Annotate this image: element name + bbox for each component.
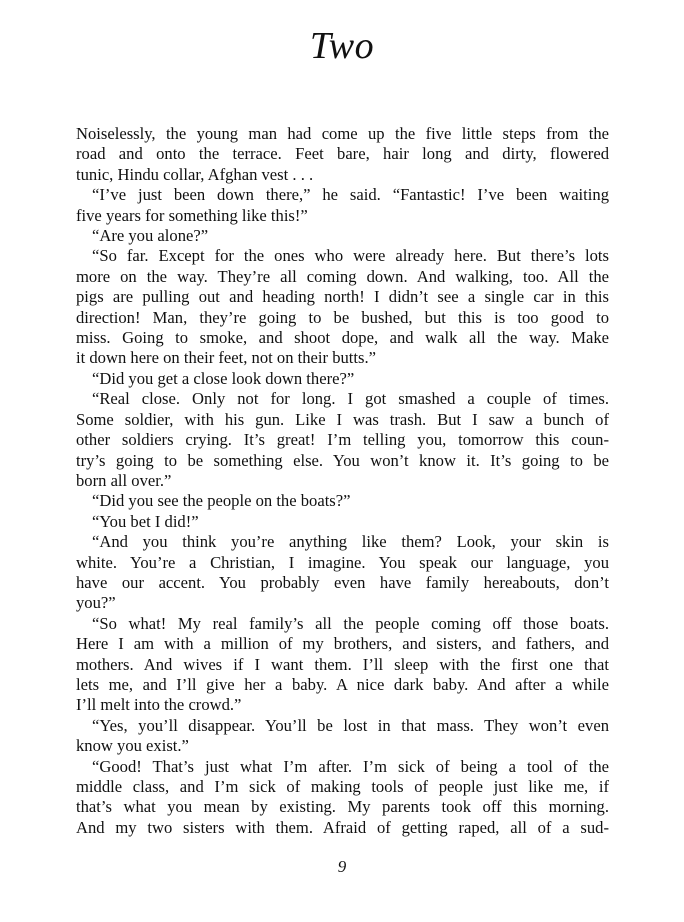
page-number: 9 (337, 857, 347, 876)
paragraph (76, 491, 609, 511)
text-line: “Real close. Only not for long. I got smashed a couple of times. (92, 389, 609, 409)
text-line: I’ll melt into the crowd.” (76, 695, 242, 715)
paragraph (76, 246, 609, 368)
text-line: white. You’re a Christian, I imagine. You speak our language, you (76, 552, 609, 572)
paragraph (76, 226, 609, 246)
text-line: pigs are pulling out and heading north! I didn’t see a single car in this (76, 287, 609, 307)
text-line: miss. Going to smoke, and shoot dope, and walk all the way. Make (76, 328, 609, 348)
paragraph (76, 369, 609, 389)
text-line: Here I am with a million of my brothers, and sisters, and fathers, and (76, 634, 609, 654)
paragraph (76, 614, 609, 716)
text-line: “Are you alone?” (92, 226, 209, 246)
text-line: road and onto the terrace. Feet bare, hair long and dirty, flowered (76, 144, 609, 164)
text-line: mothers. And wives if I want them. I’ll sleep with the first one that (76, 654, 609, 674)
text-line: “I’ve just been down there,” he said. “Fantastic! I’ve been waiting (92, 185, 609, 205)
paragraph (76, 532, 609, 614)
paragraph (76, 389, 609, 491)
text-line: direction! Man, they’re going to be bushed, but this is too good to (76, 307, 609, 327)
paragraph (76, 512, 609, 532)
text-line: other soldiers crying. It’s great! I’m telling you, tomorrow this coun- (76, 430, 609, 450)
text-line: middle class, and I’m sick of making tools of people just like me, if (76, 777, 609, 796)
text-line: “And you think you’re anything like them? Look, your skin is (92, 532, 609, 552)
text-line: Noiselessly, the young man had come up the five little steps from the (76, 124, 609, 143)
paragraph (76, 124, 609, 185)
text-line: “So far. Except for the ones who were already here. But there’s lots (92, 246, 609, 266)
paragraph (76, 716, 609, 757)
text-line: you?” (76, 593, 116, 613)
text-line: lets me, and I’ll give her a baby. A nice dark baby. And after a while (76, 674, 609, 694)
text-line: try’s going to be something else. You won’t know it. It’s going to be (76, 450, 609, 470)
body-text (76, 124, 609, 838)
text-line: tunic, Hindu collar, Afghan vest . . . (76, 164, 314, 184)
text-line: it down here on their feet, not on their butts.” (76, 348, 376, 368)
text-line: know you exist.” (76, 736, 189, 756)
text-line: “Good! That’s just what I’m after. I’m sick of being a tool of the (92, 756, 609, 776)
text-line: more on the way. They’re all coming down. And walking, too. All the (76, 266, 609, 286)
text-line: “So what! My real family’s all the people coming off those boats. (92, 613, 609, 633)
text-line: five years for something like this!” (76, 205, 308, 225)
text-line: “You bet I did!” (92, 511, 199, 531)
text-line: born all over.” (76, 470, 172, 490)
text-line: And my two sisters with them. Afraid of getting raped, all of a sud- (76, 817, 609, 837)
paragraph (76, 757, 609, 839)
text-line: “Yes, you’ll disappear. You’ll be lost in that mass. They won’t even (92, 715, 609, 735)
text-line: that’s what you mean by existing. My parents took off this morning. (76, 797, 609, 817)
paragraph (76, 185, 609, 226)
text-line: “Did you get a close look down there?” (92, 368, 355, 388)
text-line: “Did you see the people on the boats?” (92, 491, 351, 511)
text-line: Some soldier, with his gun. Like I was trash. But I saw a bunch of (76, 409, 609, 429)
text-line: have our accent. You probably even have family hereabouts, don’t (76, 572, 609, 592)
chapter-title: Two (309, 25, 375, 67)
